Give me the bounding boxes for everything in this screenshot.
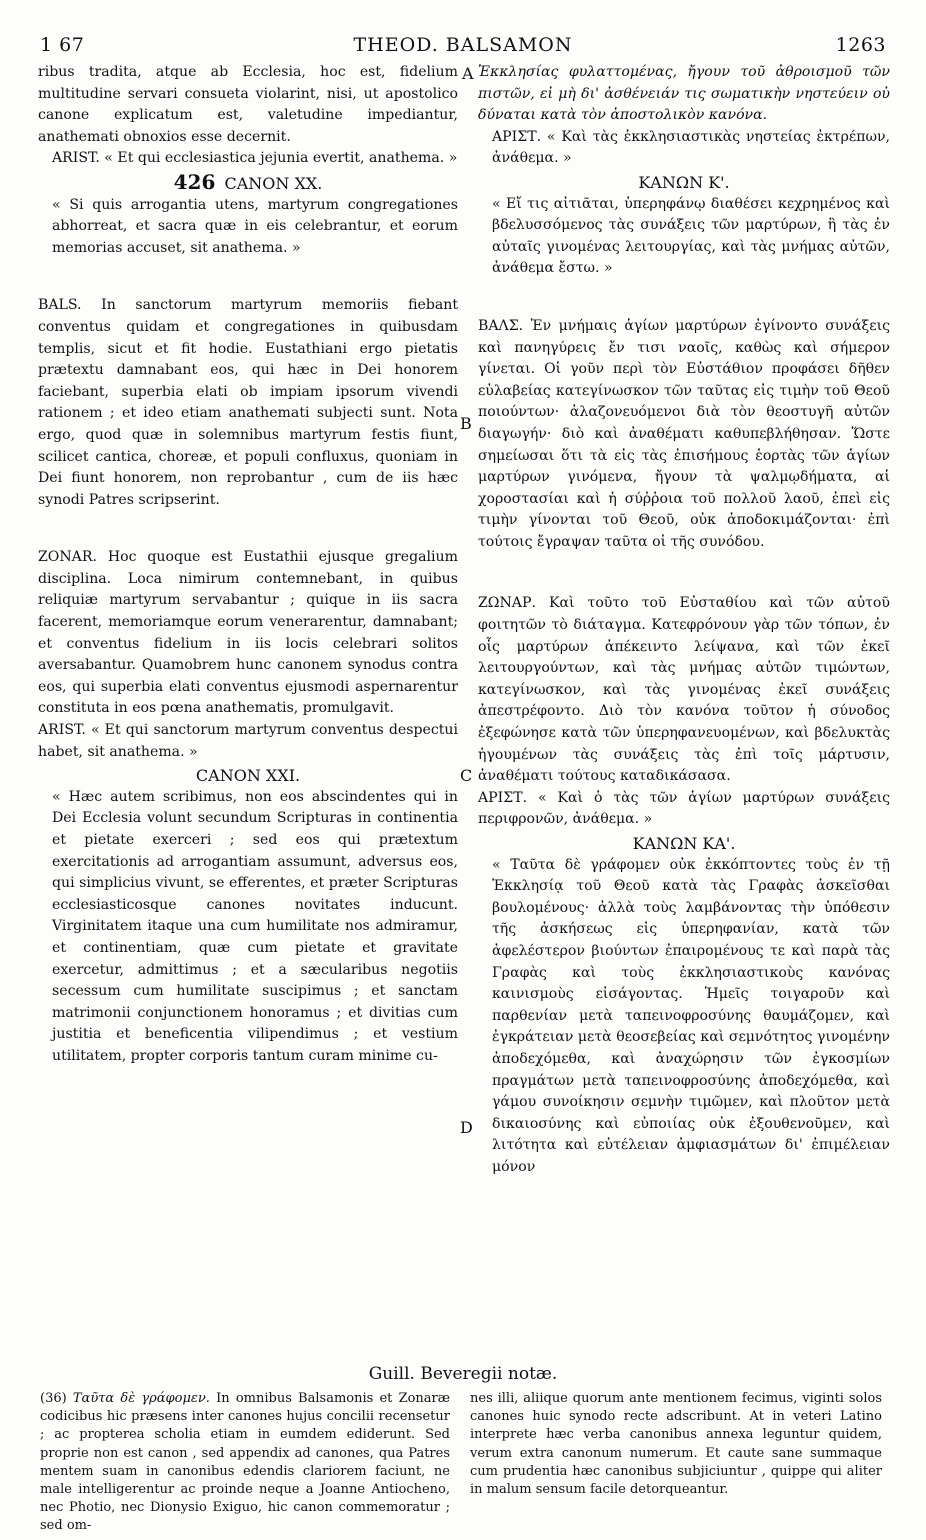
greek-canon-21-text: « Ταῦτα δὲ γράφομεν οὐκ ἐκκόπτοντες τοὺς ἐν τῇ Ἐκκλησίᾳ τοῦ Θεοῦ κατὰ τὰς Γραφὰς ἀσκεῖσθαι βουλομένους· ἀλλὰ τοὺς λαμβάνοντας τὴν ὑπόθεσιν τῆς ἀσκήσεως εἰς ὑπερηφανίαν, κατὰ τῶν ἀφελέστερον βιούντων ἐπαιρομένους τε καὶ παρὰ τὰς Γραφὰς καὶ τοὺς ἐκκλησιαστικοὺς κανόνας καινισμοὺς εἰσάγοντας. Ἡμεῖς τοιγαροῦν καὶ παρθενίαν μετὰ ταπεινοφροσύνης θαυμάζομεν, καὶ ἐγκράτειαν μετὰ θεοσεβείας καὶ σεμνότητος γινομένην ἀποδεχόμεθα, καὶ ἀναχώρησιν τῶν ἐγκοσμίων πραγμάτων μετὰ ταπεινοφροσύνης ἀποδεχόμεθα, καὶ γάμου συνοίκησιν σεμνὴν τιμῶμεν, καὶ πλοῦτον μετὰ δικαιοσύνης καὶ εὐποιίας οὐκ ἐξουθενοῦμεν, καὶ λιτότητα καὶ εὐτέλειαν ἀμφιασμάτων δι' ἐπιμέλειαν μόνον — [492, 856, 890, 1175]
note-reference: (36) — [40, 1391, 67, 1406]
column-number-right: 1263 — [835, 34, 886, 56]
latin-zonaras: ZONAR. Hoc quoque est Eustathii ejusque gregalium disciplina. Loca nimirum contemnebant, in quibus reliquiæ martyrum servabantur ; quique in iis sacra facerent, memoriamque eorum venerarentur, damnabant; et conventus fidelium in iis locis celebrari solitos aversabantur. Quamobrem hunc canonem synodus contra eos, qui superbia elati conventus ejusmodi aspernarentur constituta in eos pœna anathematis, promulgavit. — [38, 549, 458, 717]
note-text-right: nes illi, aliique quorum ante mentionem fecimus, viginti solos canones huic synodo recte adscribunt. At in veteri Latino interprete hæc verba canonibus annexa leguntur quidem, verum extra canonum numerum. Et caute sane summaque cum prudentia hæc canonibus subjiciuntur , quippe qui aliter in malum sensum facile detorqueantur. — [470, 1391, 882, 1498]
greek-zonaras: ΖΩΝΑΡ. Καὶ τοῦτο τοῦ Εὐσταθίου καὶ τῶν αὐτοῦ φοιτητῶν τὸ διάταγμα. Κατεφρόνουν γὰρ τῶν τόπων, ἐν οἷς μαρτύρων ἀπέκειντο λείψανα, καὶ τῶν ἐκεῖ λειτουργούντων, καὶ τὰς μνήμας αὐτῶν τιμώντων, κατεγίνωσκον, καὶ τὰς γινομένας ἐκεῖ συνάξεις ἀπεστρέφοντο. Διὸ τὸν κανόνα τοῦτον ἡ σύνοδος ἐξεφώνησε κατὰ τῶν ὑπερηφανευομένων, καὶ βδελυκτὰς ἡγουμένων τὰς συνάξεις τὰς ἐπὶ τοῖς μάρτυσιν, ἀναθέματι τούτους καταδικάσασα. — [478, 595, 890, 785]
latin-column — [38, 62, 458, 1068]
margin-letter-d: D — [460, 1118, 473, 1137]
latin-arist-2: ARIST. « Et qui sanctorum martyrum conventus despectui habet, sit anathema. » — [38, 722, 458, 760]
canon-number-badge: 426 — [173, 169, 216, 194]
notes-right-column — [470, 1390, 882, 1499]
margin-letter-c: C — [460, 766, 473, 785]
greek-canon-20-text: « Εἴ τις αἰτιᾶται, ὑπερηφάνῳ διαθέσει κεχρημένος καὶ βδελυσσόμενος τὰς συνάξεις τῶν μαρτύρων, ἢ τὰς ἐν αὐταῖς γινομένας λειτουργίας, καὶ τὰς μνήμας αὐτῶν, ἀνάθεμα ἔστω. » — [492, 195, 890, 277]
running-header — [40, 34, 886, 56]
greek-intro: Ἐκκλησίας φυλαττομένας, ἤγουν τοῦ ἀθροισμοῦ τῶν πιστῶν, εἰ μὴ δι' ἀσθένειάν τις σωματικὴν νηστεύειν οὐ δύναται κατὰ τὸν ἀποστολικὸν κανόνα. — [478, 64, 890, 124]
latin-canon-20-text: « Si quis arrogantia utens, martyrum congregationes abhorreat, et sacra quæ in eis celebrantur, et eorum memorias accuset, sit anathema. » — [52, 196, 458, 256]
latin-arist-1: ARIST. « Et qui ecclesiastica jejunia evertit, anathema. » — [52, 150, 458, 167]
latin-balsamon: BALS. In sanctorum martyrum memoriis fiebant conventus quidam et congregationes in quibusdam templis, sicut et fit hodie. Eustathiani ergo pietatis prætextu damnabant eos, qui hæc in Dei honorem faciebant, superbia elati ob impiam ipsorum vivendi rationem ; et ideo etiam anathemati subjecti sunt. Nota ergo, quod quæ in solemnibus martyrum festis fiunt, scilicet cantica, choreæ, et populi confluxus, quoniam in Dei fiunt honorem, non reprobantur , cum de iis hæc synodi Patres scripserint. — [38, 297, 458, 508]
greek-canon-21-label: ΚΑΝΩΝ ΚΑ'. — [632, 834, 736, 853]
column-number-left: 1 67 — [40, 34, 85, 56]
greek-column — [478, 62, 890, 1179]
running-title: THEOD. BALSAMON — [353, 34, 573, 56]
latin-intro: ribus tradita, atque ab Ecclesia, hoc est, fidelium multitudine servari consueta violarint, nisi, ut apostolico canone explicatum est, valetudine impediantur, anathemati obnoxios esse decernit. — [38, 64, 458, 145]
latin-canon-20-label: CANON XX. — [224, 173, 323, 193]
latin-canon-21-text: « Hæc autem scribimus, non eos abscindentes qui in Dei Ecclesia volunt secundum Scripturas in continentia et pietate exerceri ; sed eos qui prætextum exercitationis ad arrogantiam assumunt, adversus eos, qui simplicius vivunt, se efferentes, et præter Scripturas ecclesiasticosque canones novitates inducunt. Virginitatem itaque una cum humilitate nos admiramur, et continentiam, quæ cum pietate et gravitate exercetur, admittimus ; et a sæcularibus negotiis secessum cum humilitate suscipimus ; et sanctam matrimonii conjunctionem honoramus ; et divitias cum justitia et beneficentia vilipendimus ; et vestium utilitatem, propter corporis tantum curam minime cu- — [52, 788, 458, 1064]
latin-canon-20-heading — [38, 169, 458, 195]
greek-canon-20-label: ΚΑΝΩΝ Κ'. — [638, 172, 730, 192]
note-text-left: In omnibus Balsamonis et Zonaræ codicibus hic præsens inter canones hujus concilii recensetur ; ac propterea scholia etiam in eumdem ediderunt. Sed proprie non est canon , sed appendix ad canones, qua Patres mentem suam in canonibus edendis clariorem faciunt, ne male intelligerentur ac proinde neque a Joanne Antiocheno, nec Photio, nec Dionysio Exiguo, hic canon commemoratur ; sed om- — [40, 1391, 450, 1534]
margin-letter-b: B — [460, 414, 472, 433]
note-greek-lemma: Ταῦτα δὲ γράφομεν. — [72, 1391, 210, 1406]
greek-arist-2: ΑΡΙΣΤ. « Καὶ ὁ τὰς τῶν ἁγίων μαρτύρων συνάξεις περιφρονῶν, ἀνάθεμα. » — [478, 789, 890, 828]
latin-canon-21-label: CANON XXI. — [195, 766, 301, 786]
notes-title: Guill. Beveregii notæ. — [368, 1364, 558, 1384]
greek-arist-1: ΑΡΙΣΤ. « Καὶ τὰς ἐκκλησιαστικὰς νηστείας ἐκτρέπων, ἀνάθεμα. » — [492, 128, 890, 167]
greek-balsamon: ΒΑΛΣ. Ἐν μνήμαις ἁγίων μαρτύρων ἐγίνοντο συνάξεις καὶ πανηγύρεις ἔν τισι ναοῖς, καθὼς καὶ σήμερον γίνεται. Οἱ γοῦν περὶ τὸν Εὐστάθιον προφάσει δῆθεν εὐλαβείας κατεγίνωσκον τῶν ταῦτας εἰς τιμὴν τοῦ Θεοῦ ποιούντων· ἀλαζονευόμενοι διὰ τὸν θεοστυγῆ αὐτῶν διαγωγήν· διὸ καὶ ἀναθέματι καθυπεβλήθησαν. Ὥστε σημείωσαι ὅτι τὰ εἰς τὰς ἐπισήμους ἑορτὰς τῶν ἁγίων μαρτύρων γινόμενα, ἤγουν τὰ ψαλμῳδήματα, αἱ χοροστασίαι καὶ ἡ σύῤῥοια τοῦ πολλοῦ λαοῦ, ἐπεὶ εἰς τιμὴν γίνονται τοῦ Θεοῦ, οὐκ ἀποδοκιμάζονται· ἐπὶ τούτοις ἔγραψαν ταῦτα οἱ τῆς συνόδου. — [478, 317, 890, 550]
margin-letter-a: A — [462, 64, 474, 83]
notes-left-column — [40, 1390, 450, 1536]
